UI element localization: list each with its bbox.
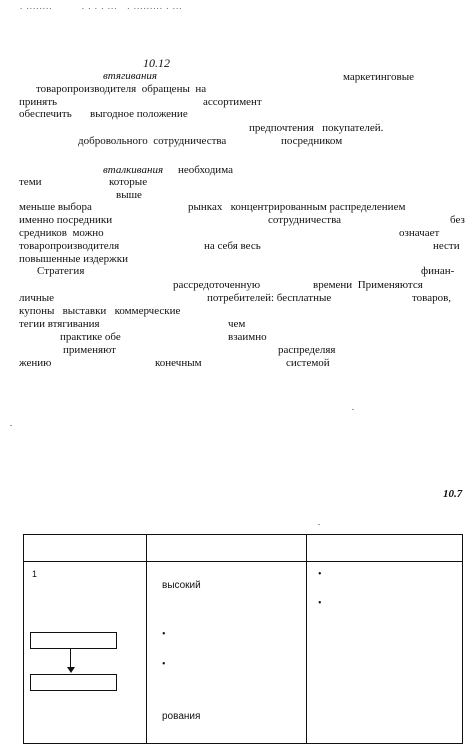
body-text-line: рынках концентрированным распределением (188, 201, 406, 213)
body-text-line: финан- (421, 265, 455, 277)
body-text-line: обеспечить (19, 108, 72, 120)
body-text-line: средников можно (19, 227, 104, 239)
body-text-line: купоны выставки коммерческие (19, 305, 181, 317)
diagram-arrow-line (70, 649, 71, 669)
body-text-line: посредником (281, 135, 343, 147)
diagram-box-top (30, 632, 117, 649)
body-text-line: втягивания (103, 70, 158, 82)
body-text-line: меньше выбора (19, 201, 92, 213)
body-text-line: теми (19, 176, 42, 188)
body-text-line: товаропроизводителя обращены на (36, 83, 207, 95)
scan-speck (352, 409, 354, 410)
scan-speck (318, 524, 320, 525)
body-text-line: времени Применяются (313, 279, 423, 291)
table-column-divider (306, 534, 307, 744)
bullet-icon: • (162, 659, 166, 670)
body-text-line: на себя весь (204, 240, 261, 252)
body-text-line: предпочтения покупателей. (249, 122, 384, 134)
body-text-line: конечным (155, 357, 202, 369)
running-header: . ........ . . . . ... . ......... . ... (20, 1, 183, 11)
body-text-line: товаропроизводителя (19, 240, 120, 252)
body-text-line: выше (116, 189, 142, 201)
body-text-line: именно посредники (19, 214, 113, 226)
body-text-line: распределяя (278, 344, 336, 356)
scan-speck (10, 425, 12, 426)
bullet-icon: • (318, 598, 322, 609)
table-number: 10.7 (443, 488, 463, 500)
body-text-line: без (450, 214, 465, 226)
table-cell-text: высокий (162, 580, 201, 591)
table-cell-text: рования (162, 711, 201, 722)
body-text-line: тегии втягивания (19, 318, 100, 330)
body-text-line: жению (19, 357, 52, 369)
body-text-line: вталкивания (103, 164, 164, 176)
figure-number: 10.12 (143, 56, 170, 70)
body-text-line: повышенные издержки (19, 253, 128, 265)
body-text-line: применяют (63, 344, 116, 356)
bullet-icon: • (318, 569, 322, 580)
body-text-line: маркетинговые (343, 71, 415, 83)
body-text-line: чем (228, 318, 246, 330)
arrow-down-icon (67, 667, 75, 673)
body-text-line: нести (433, 240, 460, 252)
body-text-line: сотрудничества (268, 214, 342, 226)
body-text-line: Стратегия (37, 265, 85, 277)
diagram-box-bottom (30, 674, 117, 691)
body-text-line: которые (109, 176, 148, 188)
body-text-line: практике обе (60, 331, 121, 343)
table-column-divider (146, 534, 147, 744)
body-text-line: необходима (178, 164, 233, 176)
body-text-line: системой (286, 357, 330, 369)
body-text-line: добровольного сотрудничества (78, 135, 227, 147)
body-text-line: взаимно (228, 331, 267, 343)
body-text-line: означает (399, 227, 440, 239)
table-header-divider (23, 561, 463, 562)
body-text-line: рассредоточенную (173, 279, 261, 291)
body-text-line: личные (19, 292, 55, 304)
body-text-line: выгодное положение (90, 108, 188, 120)
body-text-line: принять (19, 96, 58, 108)
bullet-icon: • (162, 629, 166, 640)
table-cell-row-number: 1 (32, 569, 38, 579)
body-text-line: товаров, (412, 292, 452, 304)
body-text-line: потребителей: бесплатные (207, 292, 332, 304)
body-text-line: ассортимент (203, 96, 262, 108)
